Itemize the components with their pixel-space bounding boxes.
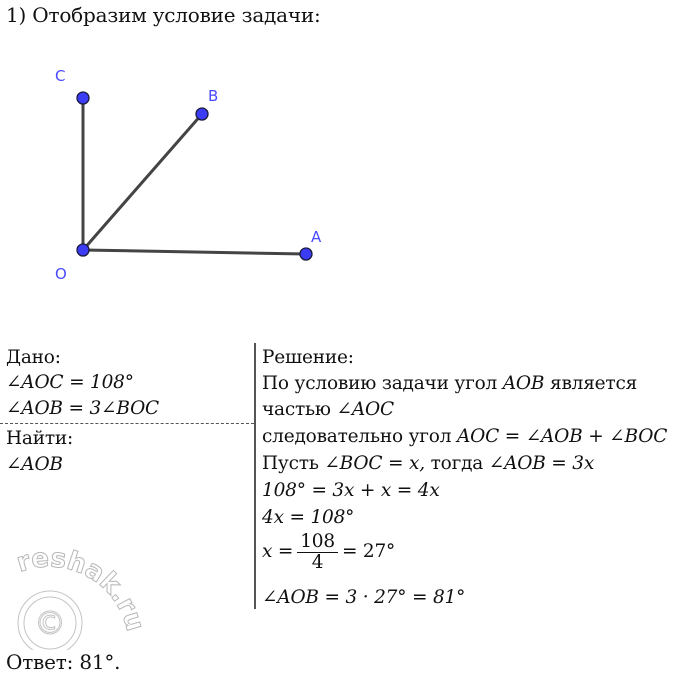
solution-line-2-math: ∠AOC: [336, 399, 394, 420]
solution-line-8: ∠AOB = 3 · 27° = 81°: [262, 587, 466, 608]
solution-line-3-math: AOC = ∠AOB + ∠BOC: [456, 426, 668, 447]
watermark-text-path: reshak.ru: [13, 543, 151, 635]
point-o: [77, 244, 89, 256]
label-c: C: [55, 67, 66, 85]
solution-line-7: [262, 531, 395, 573]
solution-title: Решение:: [262, 347, 354, 368]
solution-line-5: 108° = 3x + x = 4x: [262, 480, 440, 501]
segment-oa: [83, 250, 306, 254]
solution-line-6: 4x = 108°: [262, 507, 355, 528]
segments: [83, 98, 306, 254]
solution-line-4-math-a: ∠BOC = x,: [324, 453, 425, 474]
label-a: A: [311, 228, 322, 246]
solution-line-4-math-b: ∠AOB = 3x: [488, 453, 595, 474]
solution-line-7-rhs: = 27°: [341, 541, 396, 562]
page-heading: 1) Отобразим условие задачи:: [6, 3, 321, 27]
solution-line-3: [262, 424, 667, 450]
point-b: [196, 108, 208, 120]
svg-text:©: ©: [34, 604, 66, 642]
solution-line-1-math: AOB: [502, 373, 545, 394]
find-title: Найти:: [6, 428, 74, 449]
label-o: O: [55, 265, 67, 283]
solution-line-1: [262, 371, 637, 397]
solution-line-2-text: частью: [262, 399, 337, 420]
angle-diagram: [0, 0, 700, 300]
fraction: [297, 532, 338, 573]
point-c: [77, 92, 89, 104]
fraction-numerator: 108: [297, 532, 338, 553]
copyright-icon: [18, 591, 82, 650]
given-find-divider: [0, 423, 254, 424]
segment-ob: [83, 114, 202, 250]
point-a: [300, 248, 312, 260]
column-divider: [254, 343, 256, 609]
watermark: [0, 530, 200, 650]
solution-line-1-text-b: является: [544, 373, 638, 394]
answer: Ответ: 81°.: [6, 650, 121, 674]
solution-line-7-lhs: x =: [262, 541, 294, 562]
solution-line-3-text: следовательно угол: [262, 426, 457, 447]
solution-line-1-text-a: По условию задачи угол: [262, 373, 503, 394]
solution-line-4-text-a: Пусть: [262, 453, 325, 474]
fraction-denominator: 4: [311, 551, 324, 573]
points: [77, 92, 312, 260]
given-line-2: ∠AOB = 3∠BOC: [6, 398, 160, 419]
solution-line-4-text-b: тогда: [424, 453, 489, 474]
given-title: Дано:: [6, 347, 61, 368]
label-b: B: [208, 87, 219, 105]
find-line-1: ∠AOB: [6, 454, 63, 475]
solution-line-2: [262, 397, 394, 423]
solution-line-4: [262, 451, 594, 477]
given-line-1: ∠AOC = 108°: [6, 372, 134, 393]
